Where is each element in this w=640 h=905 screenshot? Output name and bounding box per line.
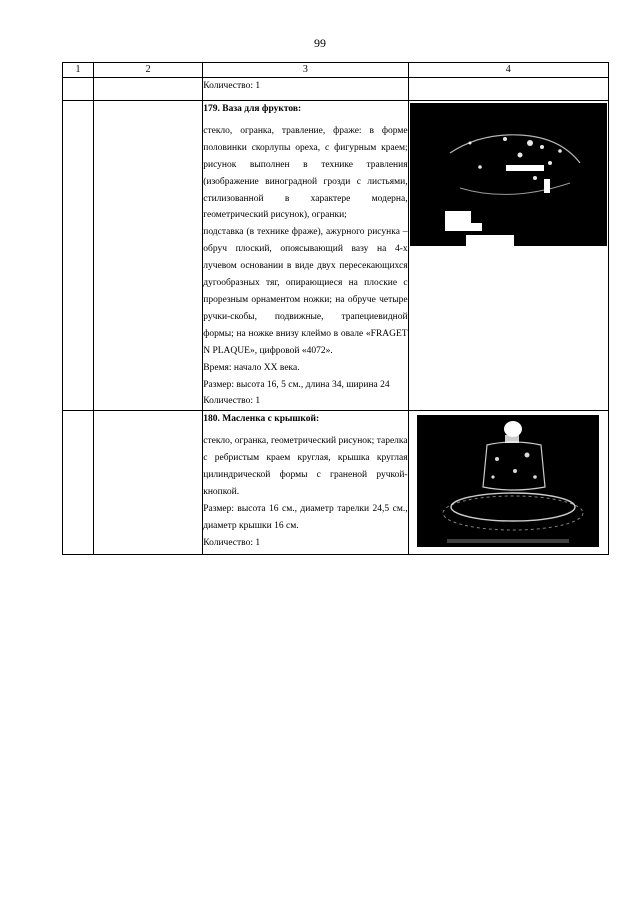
- table-row-continuation: [63, 78, 609, 101]
- column-header-3: 3: [203, 63, 408, 78]
- vase-photo: [410, 103, 607, 246]
- column-header-1: 1: [63, 63, 94, 78]
- cell-empty: [94, 78, 203, 101]
- cell-empty: [94, 411, 203, 555]
- item-size: Размер: высота 16, 5 см., длина 34, ширина 24: [203, 379, 390, 390]
- item-description-material: стекло, огранка, геометрический рисунок; тарелка с ребристым краем круглая, крышка круглая цилиндрической формы с граненой ручкой-кнопкой.: [203, 436, 408, 497]
- item-description-material: стекло, огранка, травление, фраже: в форме половинки скорлупы ореха, с фигурным краем; рисунок выполнен в технике травления (изображение виноградной грозди с листьями, стилизованной в характере модерна, геометрический рисунок), огранки;: [203, 125, 408, 221]
- item-quantity: Количество: 1: [203, 396, 261, 407]
- cell-empty: [408, 78, 608, 101]
- item-title: 179. Ваза для фруктов:: [203, 104, 302, 114]
- item-size: Размер: высота 16 см., диаметр тарелки 24,5 см., диаметр крышки 16 см.: [203, 503, 408, 531]
- cell-empty: [63, 78, 94, 101]
- table-row-item-180: [63, 411, 609, 555]
- cell-description: [203, 101, 408, 411]
- cell-empty: [63, 101, 94, 411]
- cell-photo: [408, 101, 608, 411]
- cell-description: [203, 78, 408, 101]
- cell-empty: [63, 411, 94, 555]
- cell-photo: [408, 411, 608, 555]
- butter-dish-photo: [417, 415, 599, 547]
- page-number: 99: [314, 36, 326, 50]
- quantity-text: Количество: 1: [203, 81, 261, 91]
- item-quantity: Количество: 1: [203, 537, 261, 548]
- item-title: 180. Масленка с крышкой:: [203, 414, 320, 425]
- table-row-item-179: [63, 101, 609, 411]
- inventory-table: [62, 62, 609, 555]
- column-header-4: 4: [408, 63, 608, 78]
- table-header-row: [63, 63, 609, 78]
- item-description-stand: подставка (в технике фраже), ажурного рисунка – обруч плоский, опоясывающий вазу на 4-х лучевом основании в виде двух пересекающихся дугообразных тяг, опирающиеся на плоские с прорезным орнаментом ножки; на обруче четыре ручки-скобы, подвижные, трапециевидной формы; на ножке внизу клеймо в овале «FRAGET N PLAQUE», цифровой «4072».: [203, 227, 408, 356]
- cell-empty: [94, 101, 203, 411]
- column-header-2: 2: [94, 63, 203, 78]
- cell-description: [203, 411, 408, 555]
- item-time: Время: начало XX века.: [203, 362, 300, 373]
